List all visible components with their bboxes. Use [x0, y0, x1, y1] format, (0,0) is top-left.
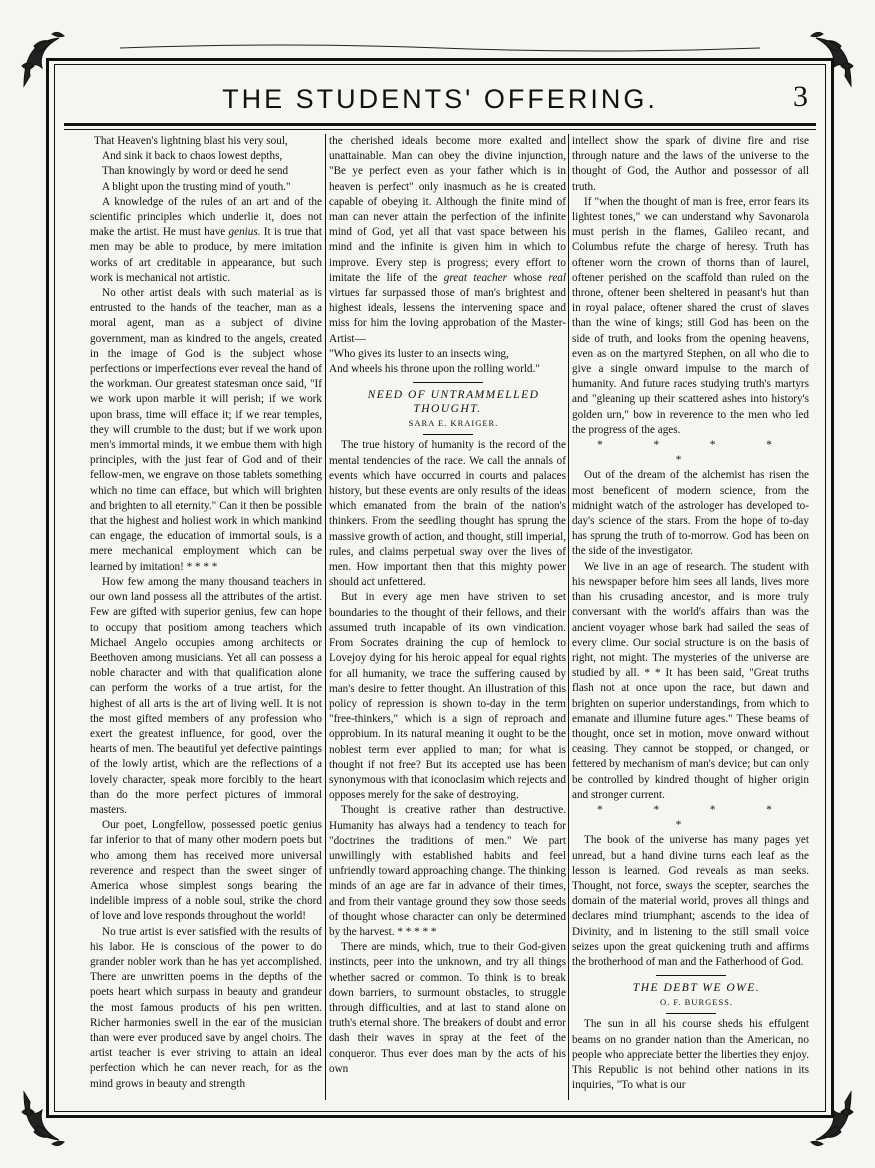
column-divider — [568, 134, 569, 1100]
verse-line: Than knowingly by word or deed he send — [102, 165, 289, 178]
section-stars: * * * * * — [597, 439, 796, 467]
top-ornament — [120, 40, 760, 56]
byline-rule — [666, 1013, 716, 1014]
paragraph: There are minds, which, true to their God-given instincts, peer into the unknown, and try all things whether sacred or common. To think is to break down barriers, to surmount obstacles, to struggle through difficulties, and at last to stand alone on truth's eternal shore. The breakers of doubt and error dash their waves in spray at the feet of the conqueror. Thus ever does man by the acts of his own — [329, 941, 566, 1075]
section-rule — [656, 975, 726, 976]
paragraph: No other artist deals with such material as is entrusted to the hands of the teacher, man as a moral agent, man as a subject of divine government, man as kindred to the angels, created in the image of God is the subject whose perfections or imperfections ever reveal the hand of the workman. Our greatest statesman once said, "If we work upon marble it will perish; if we work upon brass, time will efface it; if we rear temples, they will crumble to the dust; but if we work upon men's immortal minds, it we embue them with high principles, with the just fear of God and of their fellow-men, we engrave on those tablets something which no time can efface, but which will brighten and brighten to all eternity." Can it then be possible that the highest and holiest work in which mankind can engage, the education of immortal souls, is a mere mechanical employment which can be learned by imitation! * * * * — [90, 287, 322, 573]
masthead-rule — [64, 123, 816, 126]
paragraph: But in every age men have striven to set boundaries to the thought of their fellows, and their assumed truth incapable of its own vindication. From Socrates draining the cup of hemlock to Lovejoy dying for his heroic appeal for equal rights for all humanity, we trace the suffering caused by man's desire to fetter thought. An illustration of this policy of repression is shown to-day in the term "free-thinkers," which is a sign of reproach and opprobium. In its natural meaning it ought to be the noblest term ever applied to man; for what is thought if not free? But its accepted use has been synonymous with that iconoclasim which rejects and opposes merely for the sake of destroying. — [329, 591, 566, 802]
article-heading: THE DEBT WE OWE. — [632, 982, 761, 995]
byline-rule — [423, 434, 473, 435]
section-rule — [413, 382, 483, 383]
column-3 — [572, 134, 809, 1093]
paragraph: No true artist is ever satisfied with the results of his labor. He is conscious of the power to do grander nobler work than he has yet accomplished. There are unwritten poems in the depths of the poets heart which surpass in beauty and grandeur the most famous products of his pen written. Richer harmonies swell in the ear of the musician than were ever produced save by angel choirs. The artist teacher is ever striving to attain an ideal perfection which he can never reach, for as the mind grows in beauty and strength — [90, 925, 322, 1090]
paragraph: Out of the dream of the alchemist has risen the most beneficent of modern science, from the midnight watch of the astrologer has developed to-day's science of the stars. From the hope of to-day has sprung the truth of to-morrow. God has been on the side of the investigator. — [572, 469, 809, 558]
paragraph: The sun in all his course sheds his effulgent beams on no grander nation than the American, no people who appreciate better the liberties they enjoy. This Republic is not behind other nations in its inquiries, "To what is our — [572, 1018, 809, 1092]
verse-line: And sink it back to chaos lowest depths, — [102, 150, 283, 163]
verse-line: A blight upon the trusting mind of youth." — [102, 180, 291, 193]
verse-line: That Heaven's lightning blast his very soul, — [94, 135, 288, 147]
paragraph: How few among the many thousand teachers in our own land possess all the attributes of the artist. Few are gifted with superior genius, few can hope to occupy that positiom among teachers which Michael Angelo occupies among architects or Beethoven among musicians. Yet all can possess a noble character and with that qualification alone can perform the works of a true artist, for the highest of all arts is the art of living well. It is not the most gifted members of any profession who exert the greatest influence, for good, over the hearts of men. The beautiful yet defective paintings of the lowly artist, which are the reflections of a lovely character, speak more forcibly to the heart than do the more perfect pictures of immoral masters. — [90, 575, 322, 816]
paragraph: Thought is creative rather than destructive. Humanity has always had a tendency to teach for "doctrines the traditions of men." We part unwillingly with established habits and feel unfriendly toward approaching change. The thinking minds of an age are far in advance of their times, and from their vantage ground they sow those seeds of thought whose character can only be determined by the harvest. * * * * * — [329, 804, 566, 938]
article-byline: SARA E. KRAIGER. — [408, 418, 499, 429]
paragraph: intellect show the spark of divine fire and rise through nature and the laws of the universe to the thought of God, the Author and possessor of all truth. — [572, 135, 809, 193]
paragraph: If "when the thought of man is free, error fears its lightest tones," we can understand why Savonarola must perish in the flames, Galileo recant, and Columbus refute the charge of heresy. Truth has oftener worn the crown of thorns than of laurel, oftener perished on the scaffold than ruled on the throne, oftener been sheltered in peasant's hut than in royal palace, oftener shared the crust of slaves than the wine of kings; still God has been on the side of truth, and looks from the opening heavens, even as on the martyred Stephen, on all who die to give a single onward impulse to the march of humanity. And future races studying truth's martyrs and "gleaning up their scattered ashes into history's golden urn," bow in reverence to the men who led the progress of the ages. — [572, 195, 809, 436]
paragraph: Our poet, Longfellow, possessed poetic genius far inferior to that of many other modern poets but who among them has received more universal reverence and respect than the sweet singer of America whose simplest songs bearing the indelible impress of a noble soul, strike the chord of love and love responds throughout the world! — [90, 819, 322, 923]
verse-line: "Who gives its luster to an insects wing, — [329, 347, 509, 360]
paragraph: The book of the universe has many pages yet unread, but a hand divine turns each leaf as the lesson is learned. God reveals as man seeks. Thought, not force, sways the scepter, searches the domain of the material world, proves all things and declares mind triumphant; ascends to the idea of Divinity, and in listening to the still small voice seizes upon the great quickening truth and affirms the brotherhood of man and the Fatherhood of God. — [572, 834, 809, 968]
article-heading: NEED OF UNTRAMMELLED THOUGHT. — [367, 389, 540, 416]
page-number: 3 — [793, 80, 808, 113]
article-byline: O. F. BURGESS. — [659, 997, 734, 1008]
verse-line: And wheels his throne upon the rolling world." — [329, 363, 540, 376]
paragraph: the cherished ideals become more exalted and unattainable. Man can obey the divine injunction, "Be ye perfect even as your father which is in heaven is perfect" only inasmuch as he is created capable of obeying it. Although the finite mind of man can never attain the perfection of the infinite mind of God, yet all that vast space between his mind and the infinite is given him in which to improve. Every step is progress; every effort to imitate the life of the great teacher whose real virtues far surpassed those of man's brightest and highest ideals, lessens the intervening space and miss for him the loving approbation of the Master-Artist— — [329, 135, 566, 345]
masthead — [64, 74, 816, 128]
paragraph: We live in an age of research. The student with his newspaper before him sees all lands, lives more than his crusading ancestor, and is more truly conversant with the world's affairs than was the ancient voyager whose bark had sailed the seas of every clime. Our social structure is on the basis of right, not might. The mysteries of the universe are studied by all. * * It has been said, "Great truths flash not at once upon the race, but dawn and brighten on superior understandings, from which to emanate and illumine future ages." These beams of thought, once set in motion, move onward without ceasing. They cannot be stopped, or changed, or fettered by mechanism of man's device; but can only be controlled by kindred thought of higher origin and stronger current. — [572, 560, 809, 801]
column-1 — [90, 134, 322, 1092]
section-stars: * * * * * — [597, 803, 796, 832]
masthead-rule-thin — [64, 129, 816, 130]
column-2 — [329, 134, 566, 1077]
paragraph: A knowledge of the rules of an art and of the scientific principles which underlie it, does not make the artist. He must have genius. It is true that men may be able to produce, by mere imitation works of art creditable in appearance, but such work is mechanical not artistic. — [90, 195, 323, 284]
paragraph: The true history of humanity is the record of the mental tendencies of the race. We call the annals of events which have occurred in courts and palaces history, but these events are only results of the ideas which emanated from the brain of the nation's thinkers. From the seedling thought has sprung the massive growth of action, and thought, still imperial, rules, and claims perpetual sway over the lives of men. How important then that this mighty power should act unfettered. — [329, 439, 566, 589]
page-title: THE STUDENTS' OFFERING. — [222, 84, 658, 114]
column-divider — [325, 134, 326, 1100]
